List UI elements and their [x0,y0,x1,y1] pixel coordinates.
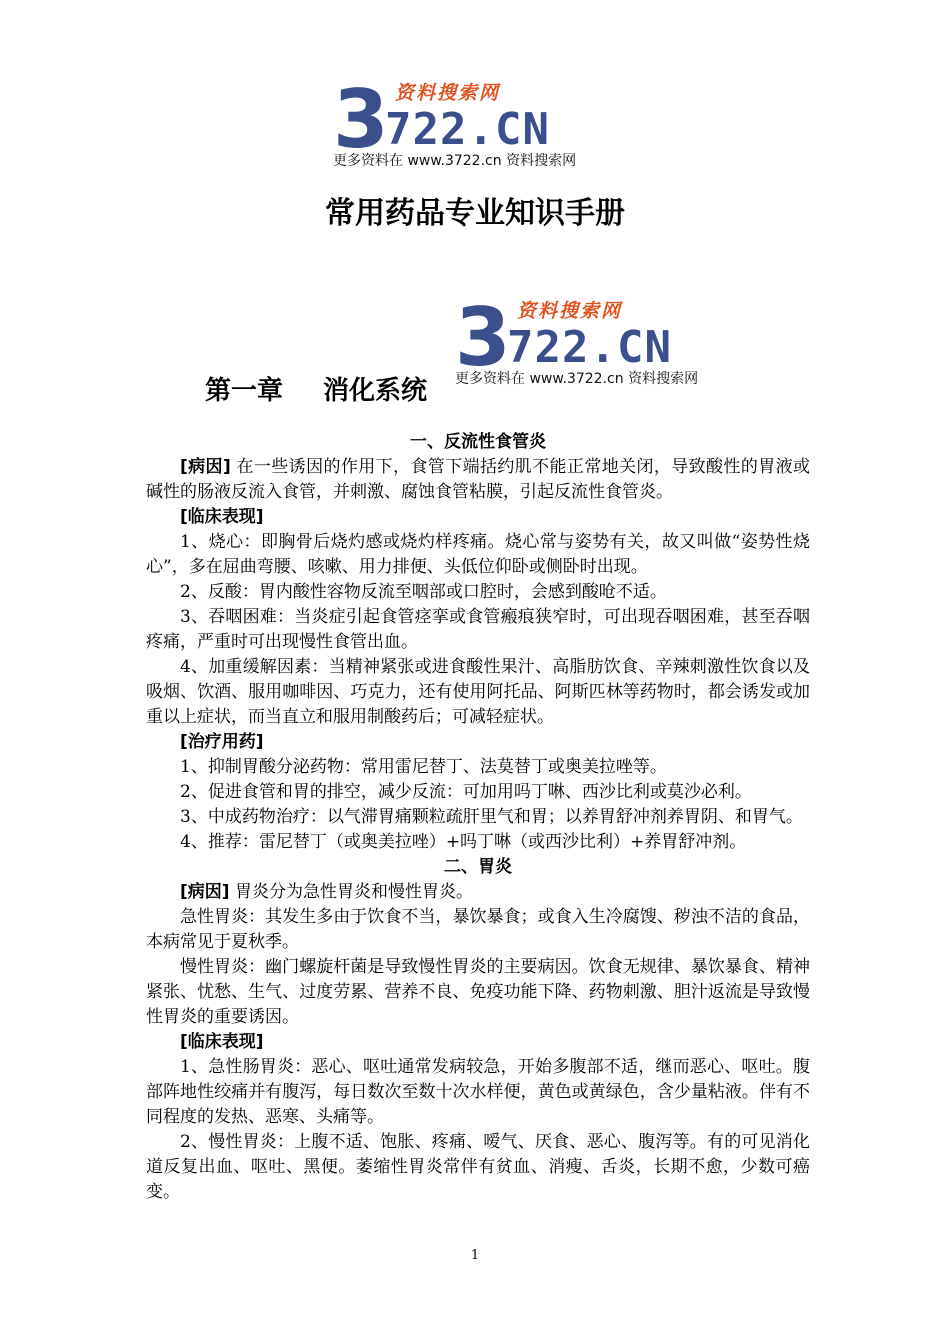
page-number: 1 [470,1248,480,1263]
clinical-item: 4、加重缓解因素：当精神紧张或进食酸性果汁、高脂肪饮食、辛辣刺激性饮食以及吸烟、饮酒、服用咖啡因、巧克力，还有使用阿托品、阿斯匹林等药物时，都会诱发或加重以上症状，而当直立和服用制酸药后；可减轻症状。 [146,657,810,727]
treatment-item: 2、促进食管和胃的排空，减少反流：可加用吗丁啉、西沙比利或莫沙必利。 [180,782,752,802]
document-body [146,430,810,1205]
logo-domain: 722.CN [507,322,672,373]
logo-digit: 3 [455,291,511,384]
cause-paragraph [146,455,810,505]
chronic-paragraph: 慢性胃炎：幽门螺旋杆菌是导致慢性胃炎的主要病因。饮食无规律、暴饮暴食、精神紧张、忧愁、生气、过度劳累、营养不良、免疫功能下降、药物刺激、胆汁返流是导致慢性胃炎的重要诱因。 [146,957,810,1027]
cause-text: 胃炎分为急性胃炎和慢性胃炎。 [229,882,473,902]
cause-text: 在一些诱因的作用下，食管下端括约肌不能正常地关闭，导致酸性的胃液或碱性的肠液反流入食管，并刺激、腐蚀食管粘膜，引起反流性食管炎。 [146,457,810,502]
section-heading: 二、胃炎 [444,857,512,877]
treatment-item: 3、中成药物治疗：以气滞胃痛颗粒疏肝里气和胃；以养胃舒冲剂养胃阴、和胃气。 [180,807,803,827]
site-logo-middle [455,291,745,391]
cause-label: [病因] [180,882,230,902]
clinical-item: 2、反酸：胃内酸性容物反流至咽部或口腔时，会感到酸呛不适。 [180,582,667,602]
logo-digit: 3 [333,73,389,166]
acute-paragraph: 急性胃炎：其发生多由于饮食不当，暴饮暴食；或食入生冷腐馊、秽浊不洁的食品，本病常见于夏秋季。 [146,907,810,952]
clinical-item: 2、慢性胃炎：上腹不适、饱胀、疼痛、嗳气、厌食、恶心、腹泻等。有的可见消化道反复出血、呕吐、黑便。萎缩性胃炎常伴有贫血、消瘦、舌炎，长期不愈，少数可癌变。 [146,1132,810,1202]
document-title: 常用药品专业知识手册 [325,196,625,231]
clinical-item: 3、吞咽困难：当炎症引起食管痉挛或食管瘢痕狭窄时，可出现吞咽困难，甚至吞咽疼痛，严重时可出现慢性食管出血。 [146,607,810,652]
clinical-item: 1、急性肠胃炎：恶心、呕吐通常发病较急，开始多腹部不适，继而恶心、呕吐。腹部阵地性绞痛并有腹泻，每日数次至数十次水样便，黄色或黄绿色，含少量粘液。伴有不同程度的发热、恶寒、头痛等。 [146,1057,810,1127]
cause-label: [病因] [180,457,231,477]
logo-subtitle: 更多资料在 www.3722.cn 资料搜索网 [333,153,577,169]
clinical-label: [临床表现] [180,1032,264,1052]
logo-tagline: 资料搜索网 [517,300,623,322]
logo-domain: 722.CN [385,104,550,155]
section-heading: 一、反流性食管炎 [410,432,546,452]
logo-tagline: 资料搜索网 [395,82,501,104]
chapter-name: 消化系统 [323,376,428,406]
chapter-number: 第一章 [205,376,284,406]
treatment-label: [治疗用药] [180,732,264,752]
cause-paragraph [146,880,810,905]
clinical-label: [临床表现] [180,507,264,527]
chapter-heading [205,370,427,407]
treatment-item: 1、抑制胃酸分泌药物：常用雷尼替丁、法莫替丁或奥美拉唑等。 [180,757,667,777]
clinical-item: 1、烧心：即胸骨后烧灼感或烧灼样疼痛。烧心常与姿势有关，故又叫做“姿势性烧心”，多在屈曲弯腰、咳嗽、用力排便、头低位仰卧或侧卧时出现。 [146,532,810,577]
treatment-item: 4、推荐：雷尼替丁（或奥美拉唑）+吗丁啉（或西沙比利）+养胃舒冲剂。 [180,832,747,852]
logo-subtitle: 更多资料在 www.3722.cn 资料搜索网 [455,371,699,387]
site-logo-top [333,73,623,173]
